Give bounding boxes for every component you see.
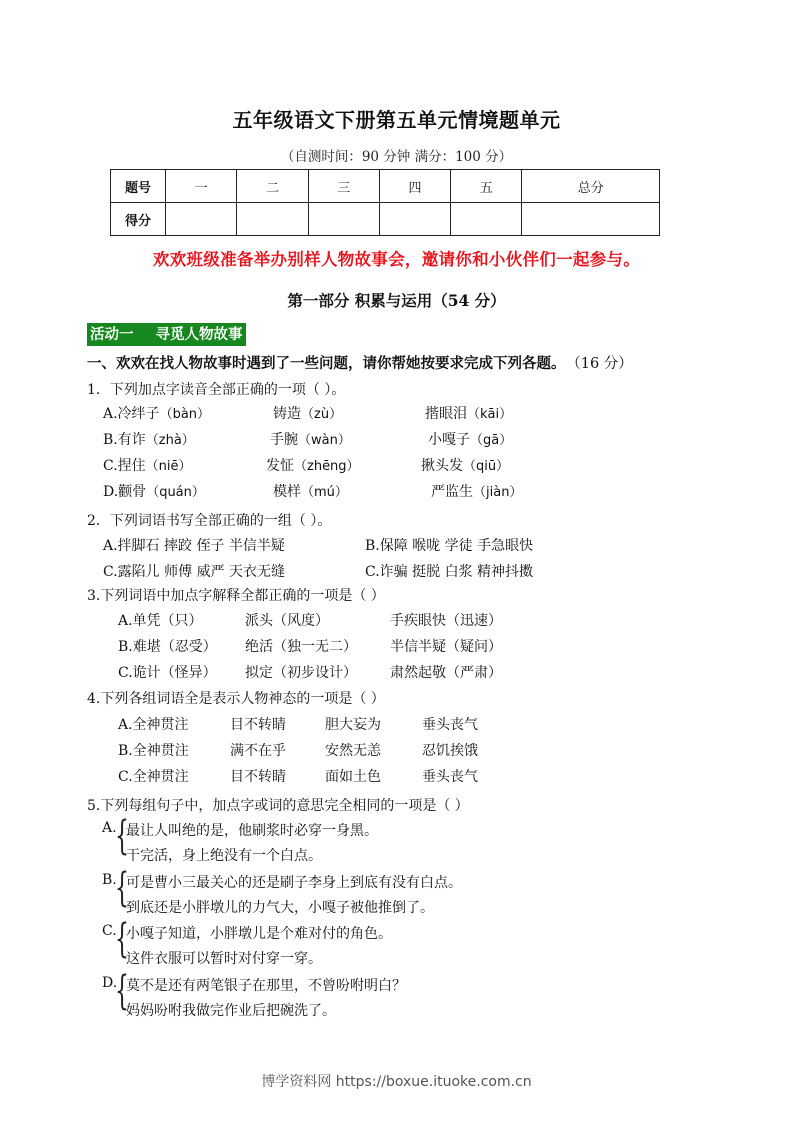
pinyin: （zhēng）	[294, 459, 360, 474]
option-row: 安然无恙	[325, 743, 381, 759]
option-sentence: 妈妈吩咐我做完作业后把碗洗了。	[126, 1003, 336, 1019]
footer-watermark: 博学资料网 https://boxue.ituoke.com.cn	[261, 1074, 532, 1090]
part-title: 第一部分 积累与运用（54 分）	[287, 291, 506, 310]
option-label: D.	[102, 975, 118, 991]
brace-icon: {	[115, 865, 129, 911]
option-word: 揪头发	[421, 458, 463, 474]
option-word: 铸造	[273, 406, 301, 422]
option-word: 揩眼泪	[425, 406, 467, 422]
pinyin: （wàn）	[298, 433, 351, 448]
question-1-stem: 1．下列加点字读音全部正确的一项（ ）。	[87, 382, 346, 398]
score-table	[110, 169, 660, 236]
option-row: 面如土色	[325, 769, 381, 785]
score-cell: 得分	[111, 203, 166, 236]
option-row	[103, 455, 192, 475]
option-row	[421, 455, 509, 475]
option-word: C.捏住	[103, 458, 146, 474]
option-row	[103, 429, 195, 449]
score-cell: 一	[166, 170, 237, 203]
option-row	[428, 429, 512, 449]
option-word: 模样	[273, 484, 301, 500]
question-3-stem: 3.下列词语中加点字解释全都正确的一项是（ ）	[87, 588, 385, 604]
option-row: 肃然起敬（严肃）	[390, 665, 502, 681]
option-label: B.	[102, 872, 117, 888]
pinyin: （niē）	[145, 459, 192, 474]
option-row: C.诈骗 挺脱 白浆 精神抖擞	[365, 564, 534, 580]
brace-icon: {	[115, 916, 129, 962]
document-subtitle: （自测时间：90 分钟 满分：100 分）	[280, 149, 513, 165]
option-sentence: 小嘎子知道，小胖墩儿是个难对付的角色。	[126, 926, 392, 942]
score-input-cell[interactable]	[308, 203, 379, 236]
option-row: A.拌脚石 摔跤 侄子 半信半疑	[103, 538, 285, 554]
score-input-cell[interactable]	[237, 203, 308, 236]
score-table-score-row	[111, 203, 660, 236]
score-cell: 三	[308, 170, 379, 203]
option-row	[103, 403, 210, 423]
option-row: 手疾眼快（迅速）	[390, 613, 502, 629]
option-row: 半信半疑（疑问）	[390, 639, 502, 655]
score-input-cell[interactable]	[451, 203, 522, 236]
option-row	[425, 403, 512, 423]
option-word: 手腕	[270, 432, 298, 448]
question-4-stem: 4.下列各组词语全是表示人物神态的一项是（ ）	[87, 691, 385, 707]
invitation-text: 欢欢班级准备举办别样人物故事会，邀请你和小伙伴们一起参与。	[152, 250, 641, 269]
option-label: C.	[102, 923, 117, 939]
option-row	[266, 455, 360, 475]
option-row: C.露陷儿 师傅 威严 天衣无缝	[103, 564, 286, 580]
pinyin: （jiàn）	[473, 485, 523, 500]
option-sentence: 莫不是还有两笔银子在那里，不曾吩咐明白？	[126, 978, 406, 994]
option-row: 绝活（独一无二）	[245, 639, 357, 655]
pinyin: （qiū）	[463, 459, 510, 474]
option-sentence: 到底还是小胖墩儿的力气大，小嘎子被他推倒了。	[126, 900, 434, 916]
option-row: B.全神贯注	[118, 743, 189, 759]
score-input-cell[interactable]	[166, 203, 237, 236]
option-word: B.有诈	[103, 432, 146, 448]
score-cell: 四	[379, 170, 450, 203]
option-row	[273, 481, 348, 501]
option-row: A.全神贯注	[118, 717, 189, 733]
brace-icon: {	[115, 813, 129, 859]
option-row: B.保障 喉咙 学徒 手急眼快	[365, 538, 534, 554]
option-word: A.冷绊子	[103, 406, 160, 422]
option-sentence: 可是曹小三最关心的还是刷子李身上到底有没有白点。	[126, 875, 462, 891]
option-word: 严监生	[431, 484, 473, 500]
pinyin: （bàn）	[159, 407, 211, 422]
section-text: 一、欢欢在找人物故事时遇到了一些问题，请你帮她按要求完成下列各题。	[87, 355, 566, 372]
pinyin: （quán）	[146, 485, 205, 500]
pinyin: （mú）	[301, 485, 348, 500]
pinyin: （zhà）	[145, 433, 195, 448]
option-word: 发怔	[266, 458, 294, 474]
score-table-header-row	[111, 170, 660, 203]
option-sentence: 这件衣服可以暂时对付穿一穿。	[126, 951, 322, 967]
option-row: 垂头丧气	[422, 717, 478, 733]
option-row: 目不转睛	[230, 717, 286, 733]
score-input-cell[interactable]	[379, 203, 450, 236]
option-row	[273, 403, 342, 423]
question-2-stem: 2．下列词语书写全部正确的一组（ ）。	[87, 513, 332, 529]
option-row: 满不在乎	[230, 743, 286, 759]
option-row: C.全神贯注	[118, 769, 189, 785]
question-5-stem: 5.下列每组句子中，加点字或词的意思完全相同的一项是（ ）	[87, 798, 469, 814]
option-word: 小嘎子	[428, 432, 470, 448]
pinyin: （zù）	[301, 407, 343, 422]
option-row: B.难堪（忍受）	[118, 639, 217, 655]
score-cell: 二	[237, 170, 308, 203]
option-sentence: 干完活，身上绝没有一个白点。	[126, 848, 322, 864]
option-word: D.颧骨	[103, 484, 147, 500]
option-row	[431, 481, 522, 501]
option-row	[270, 429, 351, 449]
option-row: A.单凭（只）	[118, 613, 203, 629]
option-row: 目不转睛	[230, 769, 286, 785]
option-label: A.	[102, 820, 117, 836]
activity-number: 活动一	[90, 326, 134, 343]
option-row: C.诡计（怪异）	[118, 665, 217, 681]
score-cell: 题号	[111, 170, 166, 203]
score-input-cell[interactable]	[522, 203, 660, 236]
option-row: 派头（风度）	[245, 613, 329, 629]
document-title: 五年级语文下册第五单元情境题单元	[232, 108, 561, 132]
pinyin: （kāi）	[467, 407, 513, 422]
activity-name: 寻觅人物故事	[155, 326, 243, 343]
option-row: 忍饥挨饿	[422, 743, 478, 759]
section-points: （16 分）	[573, 356, 633, 372]
score-cell: 总分	[522, 170, 660, 203]
option-row: 垂头丧气	[422, 769, 478, 785]
section-heading	[87, 352, 633, 373]
pinyin: （gā）	[470, 433, 513, 448]
option-row	[103, 481, 205, 501]
option-row: 胆大妄为	[325, 717, 381, 733]
option-row: 拟定（初步设计）	[245, 665, 357, 681]
activity-label	[87, 323, 246, 346]
brace-icon: {	[115, 968, 129, 1014]
score-cell: 五	[451, 170, 522, 203]
option-sentence: 最让人叫绝的是，他刷浆时必穿一身黑。	[126, 823, 378, 839]
